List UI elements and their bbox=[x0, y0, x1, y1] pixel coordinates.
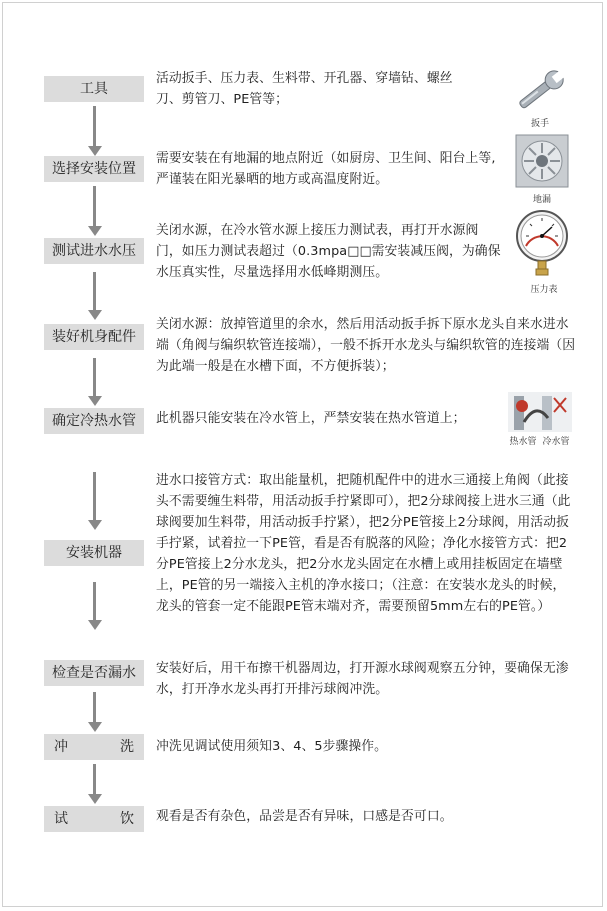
step-desc-taste: 观看是否有杂色，品尝是否有异味，口感是否可口。 bbox=[156, 809, 453, 824]
step-label-taste-char-1: 试 bbox=[54, 811, 68, 827]
step-label-taste-char-2: 饮 bbox=[120, 811, 134, 827]
flow-arrow bbox=[88, 358, 102, 406]
step-label-flush bbox=[44, 734, 144, 760]
wrench-icon bbox=[510, 70, 570, 112]
floor-drain-icon bbox=[515, 134, 569, 188]
step-label-install: 安装机器 bbox=[44, 540, 144, 566]
flow-arrow bbox=[88, 186, 102, 236]
step-label-location: 选择安装位置 bbox=[44, 156, 144, 182]
flow-arrow bbox=[88, 472, 102, 530]
step-label-cold-hot: 确定冷热水管 bbox=[44, 408, 144, 434]
step-desc-pressure: 关闭水源，在冷水管水源上接压力测试表，再打开水源阀门，如压力测试表超过（0.3mpa□□需安装减压阀，为确保水压真实性，尽量选择用水低峰期测压。 bbox=[156, 223, 501, 280]
step-desc-location: 需要安装在有地漏的地点附近（如厨房、卫生间、阳台上等,严谨装在阳光暴晒的地方或高温度附近。 bbox=[156, 151, 496, 187]
step-desc-tools: 活动扳手、压力表、生料带、开孔器、穿墙钻、螺丝刀、剪管刀、PE管等； bbox=[156, 71, 453, 107]
step-desc-leak-check: 安装好后，用干布擦干机器周边，打开源水球阀观察五分钟，要确保无渗水，打开净水龙头再打开排污球阀冲洗。 bbox=[156, 661, 569, 697]
flow-arrow bbox=[88, 764, 102, 804]
pressure-gauge-icon bbox=[514, 210, 570, 280]
flow-arrow bbox=[88, 582, 102, 630]
step-label-flush-char-2: 洗 bbox=[120, 739, 134, 755]
caption-wrench: 扳手 bbox=[530, 119, 549, 129]
step-label-fittings: 装好机身配件 bbox=[44, 324, 144, 350]
step-label-taste bbox=[44, 806, 144, 832]
step-label-flush-char-1: 冲 bbox=[54, 739, 68, 755]
caption-drain: 地漏 bbox=[532, 195, 551, 205]
pipes-photo-icon bbox=[508, 392, 572, 432]
step-label-tools: 工具 bbox=[44, 76, 144, 102]
step-desc-flush: 冲洗见调试使用须知3、4、5步骤操作。 bbox=[156, 739, 388, 754]
caption-cold-pipe: 冷水管 bbox=[542, 437, 570, 447]
step-desc-fittings: 关闭水源：放掉管道里的余水，然后用活动扳手拆下原水龙头自来水进水端（角阀与编织软管连接端），一般不拆开水龙头与编织软管的连接端（因为此端一般是在水槽下面，不方便拆装）； bbox=[156, 317, 576, 374]
step-label-pressure: 测试进水水压 bbox=[44, 238, 144, 264]
step-label-leak-check: 检查是否漏水 bbox=[44, 660, 144, 686]
caption-gauge: 压力表 bbox=[530, 285, 558, 295]
caption-hot-pipe: 热水管 bbox=[509, 437, 537, 447]
step-desc-install: 进水口接管方式：取出能量机，把随机配件中的进水三通接上角阀（此接头不需要缠生料带，用活动扳手拧紧即可），把2分球阀接上进水三通（此球阀要加生料带，用活动扳手拧紧），把2分PE管接上2分球阀，用活动扳手拧紧，试着拉一下PE管，看是否有脱落的风险；净化水接管方式：把2分PE管接上2分水龙头，把2分水龙头固定在水槽上或用挂板固定在墙壁上，PE管的另一端接入主机的净水接口；（注意：在安装水龙头的时候，龙头的管套一定不能跟PE管末端对齐，需要预留5mm左右的PE管。） bbox=[156, 473, 571, 614]
step-desc-cold-hot: 此机器只能安装在冷水管上，严禁安装在热水管道上； bbox=[156, 411, 466, 426]
flow-arrow bbox=[88, 272, 102, 320]
flow-arrow bbox=[88, 692, 102, 732]
flow-arrow bbox=[88, 106, 102, 156]
